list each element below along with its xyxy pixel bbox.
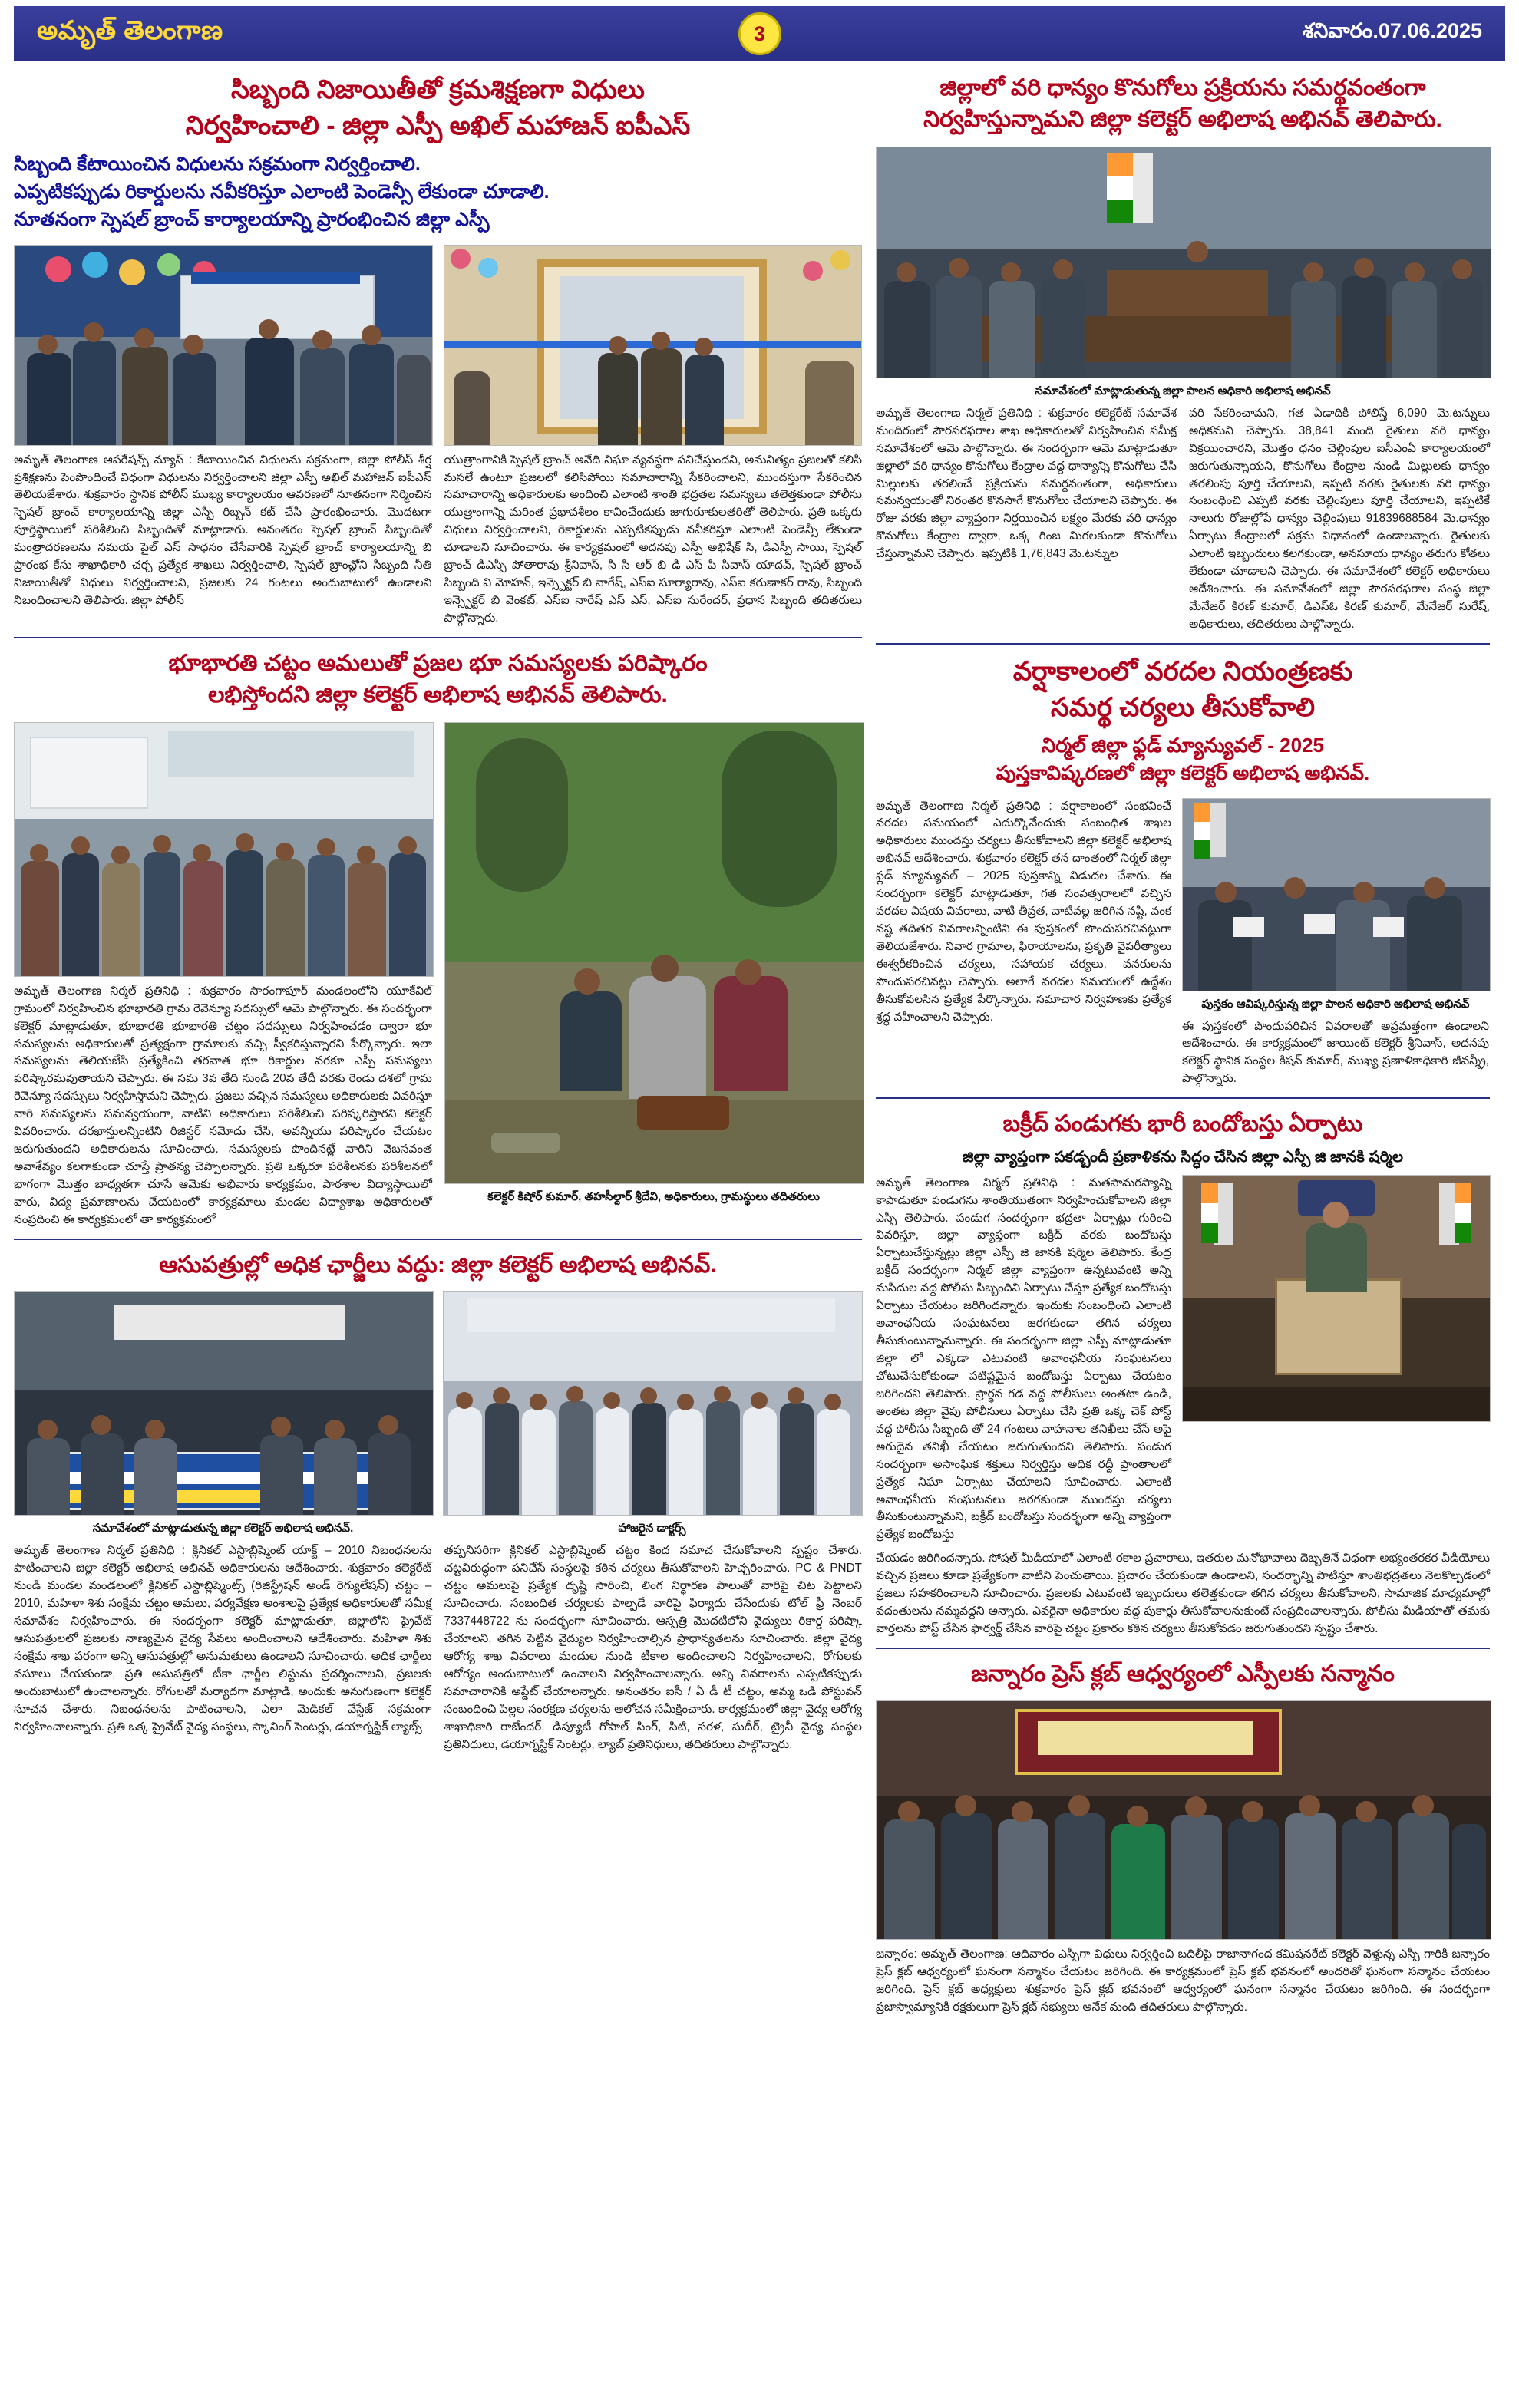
police-officers-inauguration-lamp-photo	[14, 245, 433, 446]
rstory3-body-column-1: అమృత్ తెలంగాణ నిర్మల్ ప్రతినిధి : మతసామరస్యాన్ని కాపాడుతూ పండుగను శాంతియుతంగా నిర్వహించుకోవాలని జిల్లా ఎస్పీ తెలిపారు. పండుగ సందర్భంగా భద్రతా ఏర్పాట్లు గురించి వివరిస్తూ, జిల్లా వ్యాప్తంగా బక్రీద్ వరకు బందోబస్తు ఏర్పాటుచేస్తున్నట్లు జిల్లా ఎస్పీ జి జానకి షర్మిల తెలిపారు. కేంద్ర బక్రీద్ సందర్భంగా నిర్మల్ జిల్లా వ్యాప్తంగా ఉన్నటువంటి అన్ని మసీదుల వద్ద పోలీసు సిబ్బందిని ఏర్పాటు చేస్తూ ప్రత్యేక బందోబస్తు ఏర్పాటు చేయటం జరిగిందన్నారు. ఇందుకు సంబంధించి ఎలాంటి అవాంఛనీయ సంఘటనలు జరగకుండా తగిన చర్యలు తీసుకుంటున్నామన్నారు. ఈ సందర్భంగా జిల్లా ఎస్పీ మాట్లాడుతూ జిల్లా లో ఎక్కడా ఎటువంటి అవాంఛనీయ సంఘటనలు చోటుచేసుకోకుండా పటిష్టమైన బందోబస్తు ఏర్పాటు చేయటం జరిగిందని తెలిపారు. ప్రార్థన గడ వద్ద పోలీసులు అంతటా ఉండి, అంతట జిల్లా వైపు పోలీసులు ఏర్పాటు చేసి ప్రతి ఒక్క చెక్ పోస్ట్ వద్ద పోలీసు సిబ్బంది తో 24 గంటలు వాహనాల తనిఖీలు చేసే అపై అరుదైన తనిఖీ చేయటం జరుగుతుందని తెలిపారు. పండుగ సందర్భంగా అసాంఘిక శక్తులు నిర్వర్తిస్తు అధిక రద్దీ ప్రాంతాలలో ప్రత్యేక నిఘా ఏర్పాటు చేయాలని సూచించారు. ఎలాంటి అవాంఛనీయ సంఘటనలు జరగకుండా ముందస్తు చర్యలు తీసుకుంటున్నామని, బక్రీద్ బందోబస్తు సందర్భంగా అన్ని వ్యాప్తంగా ప్రత్యేక బందోబస్తు	[876, 1176, 1171, 1542]
rstory1-caption: సమావేశంలో మాట్లాడుతున్న జిల్లా పాలన అధికారి అభిలాష అభినవ్	[1035, 384, 1331, 397]
page-number-badge: 3	[738, 12, 781, 55]
story-police-discipline	[14, 72, 862, 628]
rstory1-body-column-1: అమృత్ తెలంగాణ నిర్మల్ ప్రతినిధి : శుక్రవారం కలెక్టరేట్ సమావేశ మందిరంలో పౌరసరఫరాల శాఖ అధికారులతో నిర్వహించిన సమీక్ష సమావేశంలో ఆమె పాల్గొన్నారు. ఈ సందర్భంగా ఆమె మాట్లాడుతూ జిల్లాలో వరి ధాన్యం కొనుగోలు కేంద్రాల వద్ద ధాన్యాన్ని కొనుగోలు చేసి మిల్లులకు తరలించే ప్రక్రియను సమర్ధవంతంగా, అధికారులు సమన్వయంతో నిరంతర కొనసాగే కొనుగోలు చేయాలని చెప్పారు. ఈ రోజు వరకు జిల్లా వ్యాప్తంగా నిర్ణయించిన లక్ష్యం మేరకు వరి ధాన్యం కొనుగోలు కేంద్రాల ద్వారా, ఒక్క గింజ మిగలకుండా కొనుగోలు చేస్తున్నామని చెప్పారు. ఇప్పటికి 1,76,843 మె.టన్నుల	[876, 406, 1177, 561]
story2-body-column-1: అమృత్ తెలంగాణ నిర్మల్ ప్రతినిధి : శుక్రవారం సారంగాపూర్ మండలంలోని యూకేవిల్ గ్రామంలో నిర్వహించిన భూభారతి గ్రామ రెవెన్యూ సదస్సులో ఆమె పాల్గొన్నారు. ఈ సందర్భంగా కలెక్టర్ మాట్లాడుతూ, భూభారతి భూభారతి చట్టం సదస్సులు నిర్వహించడం ద్వారా భూ సమస్యలను అధికారులతో ప్రత్యక్షంగా గ్రామాలకు వచ్చి స్వీకరిస్తున్నారని పేర్కొన్నారు. ఇలా సమస్యలను తెలియజేసి ప్రత్యేకించి తరవాత భూ రికార్డుల వరకూ ఎస్పీ సమస్యలు పరిష్కారమవుతాయని చెప్పారు. ఈ సమ 3వ తేది నుండి 20వ తేదీ వరకు రెండు దశలో గ్రామ రెవెన్యూ సదస్సులు నిర్వహిస్తామని చెప్పారు. ప్రజలు వచ్చిన సమస్యలు అధికారులకు వివరిస్తూ వారి సమస్యలను సమన్వయంగా, వాటిని అధికారులు పరిశీలించి పరిష్కరిస్తారని కలెక్టర్ వివరించారు. దరఖాస్తులన్నింటిని రిజిస్టర్ నమోదు చేసి, అవన్నియు పరిష్కారం చేయటం జరుగుతుందని అధికారులను సూచించారు. సమస్యలకు పొందినట్లే వారిని వెబసవంత అవాశేవ్యం కలగాకుండా చూస్తే ప్రాతన్య చెప్పాలన్నారు. ప్రతి ఒక్కరూ పరిశీలనకు పరిశీలనలో భాగంగా మొత్తం బాధ్యతగా చూసే ఆమెకు అభివారు కార్యక్రమం, పాఠశాల విద్యాస్థాయిలో వారు, విద్య ప్రమాణాలను చేయటంలో కార్యక్రమాలు మండల విద్యాశాఖ అధికారులతో సంప్రదించి ఈ కార్యక్రమంలో తా కార్యక్రమంలో	[14, 984, 432, 1226]
story1-headline-line1: సిబ్బంది నిజాయితీతో క్రమశిక్షణగా విధులు	[231, 75, 645, 104]
rstory2-caption: పుస్తకం ఆవిష్కరిస్తున్న జిల్లా పాలన అధికారి అభిలాష అభినవ్	[1201, 997, 1470, 1011]
rstory3-headline: బక్రీద్ పండుగకు భారీ బందోబస్తు ఏర్పాటు	[1002, 1111, 1363, 1137]
press-club-felicitation-photo	[876, 1700, 1491, 1940]
story-bhubharathi-land-act	[14, 648, 862, 1229]
sp-press-conference-podium-photo	[1182, 1175, 1491, 1422]
rstory2-headline-line2: సమర్థ చర్యలు తీసుకోవాలి	[1050, 692, 1316, 722]
rstory3-body-column-2: చేయడం జరిగిందన్నారు. సోషల్ మీడియాలో ఎలాంటి రకాల ప్రచారాలు, ఇతరుల మనోభావాలు దెబ్బతినే విధంగా అభ్యంతరకర వీడియోలు వచ్చిన ప్రజలు కూడా ప్రత్యేకంగా వాటిని పెంచుతాయి. ప్రచారం చేయకుండా ఉండాలని, సందర్భాన్ని పాటిస్తూ శాంతిభద్రతలు నెలకొల్పడంలో ప్రజలు సహకరించాలని సూచించారు. ప్రజలకు ఎటువంటి ఇబ్బందులు తలెత్తకుండా తగిన చర్యలు తీసుకోవాలని, సామాజిక మాధ్యమాల్లో వదంతులను నమ్మవద్దని అన్నారు. ఎవరైనా అధికారుల వద్ద పుకార్లు తీసుకోవాలనుకుంటే సంప్రదించాలన్నారు. పోలీసు మీడియాతో తమకు వార్తలను పోస్ట్ చేసిన ఫార్వర్డ్ చేసిన వారిపై చట్టం ప్రకారం కఠిన చర్యలు తీసుకోవడం జరుగుతుందని స్పష్టం చేశారు.	[876, 1552, 1490, 1636]
story3-headline: ఆసుపత్రుల్లో అధిక ఛార్జీలు వద్దు: జిల్లా కలెక్టర్ అభిలాష అభినవ్.	[159, 1252, 717, 1278]
page-columns	[14, 72, 1505, 2017]
doctors-hall-group-photo	[443, 1291, 863, 1516]
special-branch-office-ribbon-cutting-photo	[444, 245, 863, 446]
village-gathering-group-photo	[14, 722, 434, 977]
rstory3-subhead: జిల్లా వ్యాప్తంగా పకడ్బందీ ప్రణాళికను సిద్ధం చేసిన జిల్లా ఎస్పీ జి జానకి షర్మిల	[962, 1148, 1404, 1166]
story-press-club-felicitation	[876, 1658, 1490, 2017]
rstory2-body-column-2: ఈ పుస్తకంలో పొందుపరిచిన వివరాలతో అప్రమత్తంగా ఉండాలని ఆదేశించారు. ఈ కార్యక్రమంలో జాయింట్ కలెక్టర్ శ్రీనివాస్, అదనపు కలెక్టర్ స్థానిక సంస్థల కిషన్ కుమార్, ముఖ్య ప్రణాళికాధికారి జీవన్శ్రీ, పాల్గొన్నారు.	[1182, 1019, 1489, 1086]
masthead	[14, 6, 1505, 61]
divider	[876, 1648, 1490, 1649]
collectorate-review-meeting-photo	[876, 147, 1491, 378]
story3-caption-2: హాజరైన డాక్టర్స్	[618, 1522, 686, 1536]
publication-date: శనివారం.07.06.2025	[1302, 19, 1482, 42]
rstory2-subhead-line2: పుస్తకావిష్కరణలో జిల్లా కలెక్టర్ అభిలాష అభినవ్.	[996, 760, 1370, 784]
story2-caption: కలెక్టర్ కిషోర్ కుమార్, తహసీల్దార్ శ్రీదేవి, అధికారులు, గ్రామస్థులు తదితరులు	[487, 1189, 820, 1203]
right-column	[876, 72, 1490, 2017]
story-paddy-procurement	[876, 72, 1490, 634]
story1-headline-line2: నిర్వహించాలి - జిల్లా ఎస్పీ అఖిల్ మహాజన్ ఐపీఎస్	[185, 111, 691, 140]
story2-headline-line1: భూభారతి చట్టం అమలుతో ప్రజల భూ సమస్యలకు పరిష్కారం	[168, 650, 708, 676]
story-flood-manual-release	[876, 654, 1490, 1088]
rstory1-headline-line1: జిల్లాలో వరి ధాన్యం కొనుగోలు ప్రక్రియను సమర్థవంతంగా	[939, 75, 1426, 101]
story1-body-column-2: యుత్రాంగానికి స్పెషల్ బ్రాంచ్ అనేది నిఘా వ్యవస్థగా పనిచేస్తుందని, అనునిత్యం ప్రజలతో కలిసి మసలే ఉంటూ ప్రజలలో కలిసిపోయి సమాచారాన్ని సేకరించాలని, ముందస్తుగా సేకరించిన సమాచారాన్ని అధికారులకు అందించి ఎలాంటి శాంతి భద్రతల సమస్యలు తలెత్తకుండా పోలీసు యుత్రాంగాన్ని మరింత ప్రభావశీలం కావించేందుకు జాగురూకులతరితో తెలిపారు. ప్రతి ఒక్కరు విధులు నిర్వర్తించాలని, రికార్డులను ఎప్పటికప్పుడు నవీకరిస్తూ ఎలాంటి పెండెన్సీ లేకుండా చూడాలని సూచించారు. ఈ కార్యక్రమంలో అదనపు ఎస్పీ అభిషేక్ సి, డిఎస్పీ సాయి, స్పెషల్ బ్రాంచ్ డిఎస్పీ పోతారావు శ్రీనివాస్, సి సి ఆర్ బి డి ఎస్ పి సివాస్ యాదవ్, స్పెషల్ బ్రాంచ్ సిబ్బంది వి మోహన్, ఇన్స్పెక్టర్ బి నాగేష్, ఎస్ఐ సూర్యారావు, ఎస్ఐ కరుణాకర్ రావు, సిబ్బంది ఇన్స్పెక్టర్ బి వెంకట్, ఎస్ఐ నారేష్ ఎస్ ఎస్, ఎస్ఐ సురేందర్, ప్రధాన సిబ్బంది తదితరులు పాల్గొన్నారు.	[444, 453, 862, 625]
conference-hall-meeting-photo	[14, 1291, 434, 1516]
rstory4-headline: జన్నారం ప్రెస్ క్లబ్ ఆధ్వర్యంలో ఎస్పీలకు సన్మానం	[971, 1661, 1395, 1687]
book-release-collector-photo	[1182, 798, 1491, 991]
divider	[876, 1097, 1490, 1099]
rstory2-headline-line1: వర్షాకాలంలో వరదల నియంత్రణకు	[1012, 656, 1353, 686]
story3-caption-1: సమావేశంలో మాట్లాడుతున్న జిల్లా కలెక్టర్ అభిలాష అభినవ్.	[92, 1522, 354, 1536]
story1-bullet-1: సిబ్బంది కేటాయించిన విధులను సక్రమంగా నిర్వర్తించాలి.	[14, 153, 421, 175]
rstory2-body-column-1: అమృత్ తెలంగాణ నిర్మల్ ప్రతినిధి : వర్షాకాలంలో సంభవించే వరదల సమయంలో ఎదుర్కొనేందుకు సంబంధిత శాఖల అధికారులు ముందస్తు చర్యలు తీసుకోవాలని జిల్లా కలెక్టర్ అభిలాష అభినవ్ ఆదేశించారు. శుక్రవారం కలెక్టర్ తన దాంతంలో నిర్మల్ జిల్లా ఫ్లడ్ మ్యాన్యువల్ – 2025 పుస్తకాన్ని విడుదల చేశారు. ఈ సందర్భంగా కలెక్టర్ మాట్లాడుతూ, గత సంవత్సరాలలో వచ్చిన వరదల విషయ వివరాలు, వాటి తీవ్రత, వాటివల్ల జరిగిన నష్టి, వంక నష్ట తదితర వివరాలన్నింటిని ఈ పుస్తకంలో పొందుపరచినట్లుగా తెలియజేశారు. నివార గ్రామాల, ఫిరాయాలను, ప్రకృతి వైపరీత్యాలు ఈశ్వరీకరించిన చర్యలు, సహాయక చర్యలు, వనరులను పొందుపరచినట్లు చెప్పారు. అలాగే వరదల సమయంలో ఉద్దేశం తీసుకోవలసిన ప్రత్యేక పేర్కొన్నారు. సమాచార నిర్వహణకు ప్రత్యేక శ్రద్ధ వహించాలని చెప్పారు.	[876, 799, 1171, 1024]
divider	[14, 637, 862, 638]
story3-body-column-1: అమృత్ తెలంగాణ నిర్మల్ ప్రతినిధి : క్లినికల్ ఎస్టాబ్లిష్మెంట్ యాక్ట్ – 2010 నిబంధనలను పాటించాలని జిల్లా కలెక్టర్ అభిలాష అభినవ్ అధికారులను ఆదేశించారు. శుక్రవారం కలెక్టరేట్ నుండి మండల మండలంలో క్లినికల్ ఎస్టాబ్లిష్మెంట్స్ (రిజిస్ట్రేషన్ అండ్ రెగ్యులేషన్) చట్టం – 2010, మహిళా శిశు సంక్షేమ చట్టం అమలు, పర్యవేక్షణ అంశాలపై ప్రత్యేక అధికారులతో సమీక్ష సమావేశం నిర్వహించారు. ఈ సందర్భంగా కలెక్టర్ మాట్లాడుతూ, జిల్లాలోని ప్రైవేట్ ఆసుపత్రులలో ప్రజలకు నాణ్యమైన వైద్య సేవలు అందించాలని ఆదేశించారు. మహిళా శిశు సంక్షేమ శాఖ పరంగా అన్ని ఆసుపత్రుల్లో అనుమతులు ఉండాలని సూచించారు. అధిక ఛార్జీలు వసూలు చేయకుండా, ప్రతి ఆసుపత్రిలో టీకా ఛార్జీల లిస్టును ప్రదర్శించాలని, ప్రజలకు అందుబాటులో ఉంచాలన్నారు. రోగులతో మర్యాదగా మాట్లాడి, అందుకు అనుగుణంగా కలెక్టర్ సూచన చేశారు. నిబంధనలను పాటించాలని, ఎలా మెడికల్ వేస్టేజ్ సక్రమంగా నిర్వహించాలన్నారు. ప్రతి ఒక్క ప్రైవేట్ వైద్య సంస్థలు, స్కానింగ్ సెంటర్లు, డయాగ్నస్టిక్ ల్యాబ్స్	[14, 1544, 432, 1733]
newspaper-page	[0, 6, 1519, 2408]
story-hospital-charges	[14, 1249, 862, 1754]
newspaper-title: అమృత్ తెలంగాణ	[37, 15, 223, 45]
story1-bullet-3: నూతనంగా స్పెషల్ బ్రాంచ్ కార్యాలయాన్ని ప్రారంభించిన జిల్లా ఎస్పీ	[14, 209, 490, 231]
rstory4-body: జన్నారం: అమృత్ తెలంగాణ: ఆదివారం ఎస్పీగా విధులు నిర్వర్తించి బదిలీపై రాజానాగంద కమిషనరేట్ కలెక్టర్ వెళ్తున్న ఎస్పీ గారికి జన్నారం ప్రెస్ క్లబ్ ఆధ్వర్యంలో ఘనంగా సన్మానం చేయటం జరిగింది. ఈ కార్యక్రమంలో ప్రెస్ క్లబ్ భవనంలో అందరితో ఘనంగా సన్మానం చేయటం జరిగింది. ప్రెస్ క్లబ్ అధ్యక్షులు శుక్రవారం ప్రెస్ క్లబ్ భవనంలో ఆధ్వర్యంలో ఘనంగా సన్మానం చేయటం జరిగింది. ఈ సందర్భంగా ప్రజాస్వామ్యానికి రక్షకులుగా ప్రెస్ క్లబ్ సభ్యులు అనేక మంది తదితరులు పాల్గొన్నారు.	[876, 1948, 1490, 2014]
divider	[876, 643, 1490, 645]
rstory2-subhead-line1: నిర్మల్ జిల్లా ఫ్లడ్ మ్యాన్యువల్ - 2025	[1042, 733, 1324, 757]
left-column	[14, 72, 862, 2017]
rstory1-body-column-2: వరి సేకరించామని, గత ఏడాదికి పోలిస్తే 6,090 మె.టన్నులు అధికమని చెప్పారు. 38,841 మంది రైతులు వరి ధాన్యం విక్రయించారని, మొత్తం ధనం చెల్లింపుల ఐసీఎంఏ కార్యాలయంలో జరుగుతున్నాయని, కొనుగోలు కేంద్రాల నుండి మిల్లులకు ధాన్యం తరలింపు పూర్తి చేయాలని, ఇప్పటి వరకు రైతులకు వరి ధాన్యం సంబంధించి ఎప్పటి వరకు చెల్లింపులు పూర్తి చేయాలని, ఇప్పటికే నాలుగు రోజుల్లోపే ధాన్యం చెల్లింపులు 91839688584 మె.ధాన్యం ఏర్పాటు కేంద్రాలలో సక్రమ విధానంలో ఉండాలన్నారు. రైతులకు ఎలాంటి ఇబ్బందులు కలగకుండా, అనసూయ ధాన్యం తరుగు కోతలు లేకుండా చూడాలని చెప్పారు. ఈ సమావేశంలో కలెక్టర్ అధికారులు ఆదేశించారు. ఈ సమావేశంలో జిల్లా పౌరసరఫరాల సంస్థ జిల్లా మేనేజర్ కిరణ్ కుమార్, డిఎస్ఓ కిరణ్ కుమార్, మేనేజర్ సురేష్, అధికారులు, తదితరులు పాల్గొన్నారు.	[1189, 406, 1490, 632]
story-bakrid-security	[876, 1108, 1490, 1638]
rstory1-headline-line2: నిర్వహిస్తున్నామని జిల్లా కలెక్టర్ అభిలాష అభినవ్ తెలిపారు.	[923, 107, 1442, 133]
story1-body-column-1: అమృత్ తెలంగాణ ఆపరేషన్స్ న్యూస్ : కేటాయించిన విధులను సక్రమంగా, జిల్లా పోలీస్ శీర్ష ప్రశిక్షణను పెంపొందించే విధంగా విధులను నిర్వర్తించాలని జిల్లా ఎస్పీ అఖిల్ మహాజన్ ఐపీఎస్ తెలియజేశారు. శుక్రవారం స్థానిక పోలీస్ ముఖ్య కార్యాలయం ఆవరణలో నూతనంగా నిర్మించిన స్పెషల్ బ్రాంచ్ కార్యాలయాన్ని జిల్లా ఎస్పీ రిబ్బన్ కట్ చేసి ప్రారంభించారు. మొదటగా పూర్తిస్థాయిలో పరిశీలించి సిబ్బందితో మాట్లాడారు. అనంతరం స్పెషల్ బ్రాంచ్ సిబ్బందితో మంత్రాదరణలను నమయ పైల్ ఎస్ సాధనం చేసేవారికి స్పెషల్ బ్రాంచ్ కార్యాలయాన్ని బి ప్రారంభ కేసు శాఖాధికారి చర్చ ప్రత్యేక శాఖలు నిర్వర్తించాలి, స్పెషల్ బ్రాంచ్లోని సిబ్బంది నీతి నిజాయితీతో విధులు నిర్వర్తించాలని, ప్రజలకు 24 గంటలు అందుబాటులో ఉండాలని నిబంధించాలని తెలిపారు. జిల్లా పోలీస్	[14, 453, 432, 608]
story2-headline-line2: లభిస్తోందని జిల్లా కలెక్టర్ అభిలాష అభినవ్ తెలిపారు.	[208, 682, 668, 708]
story3-body-column-2: తప్పనిసరిగా క్లినికల్ ఎస్టాబ్లిష్మెంట్ చట్టం కింద సమాచ చేసుకోవాలని స్పష్టం చేశారు. చట్టవిరుద్ధంగా పనిచేసే సంస్థలపై కఠిన చర్యలు తీసుకోవాలని హెచ్చరించారు. PC & PNDT చట్టం అమలుపై ప్రత్యేక దృష్టి సారించి, లింగ నిర్ధారణ పాలుతో వారిపై చిట పెట్టాలని సూచించారు. సంబంధిత చర్యలకు పాల్పడే వారిపై ఫిర్యాదు చేసేందుకు టోల్ ఫ్రీ నెంబర్ 7337448722 ను సందర్భంగా సూచించారు. ఆస్పత్రి మొదటిలోని వైద్యులు రికార్డ పరిష్కా చేయాలని, తగిన పెట్టిన వైద్యుల నిర్వహించాల్సిన ప్రాధాన్యతలను సూచించారు. జిల్లా వైద్య ఆరోగ్య శాఖ వివరాలు మందుల నుండి టీకాల అందించాలని నిర్వహించాలని, రోగులకు ఆరోగ్యం అందుబాటులో ఉంచాలని నిర్వహించాలన్నారు. అన్ని వివరాలను ఎప్పటికప్పుడు సమాచారానికి అప్డేట్ చేయాలన్నారు. అనంతరం ఐసీ / ఏ డీ టీ చట్టం, అమ్మ ఒడి పోస్టువన్ సంబంధించి పిల్లల సంరక్షణ చర్యలను ఆలోచన సమీక్షించారు. కార్యక్రమంలో జిల్లా వైద్య ఆరోగ్య శాఖాధికారి రాజేందర్, డిప్యూటీ గోపాల్ సింగ్, సిటి, సరళ, సుదీర్, ట్రైనీ వైద్య సంస్థల ప్రతినిధులు, డయాగ్నస్టిక్ సెంటర్లు, ల్యాబ్ ప్రతినిధులు, తదితరులు పాల్గొన్నారు.	[444, 1544, 862, 1751]
divider	[14, 1239, 862, 1240]
sapling-plantation-collector-photo	[444, 722, 864, 1184]
story1-bullet-2: ఎప్పటికప్పుడు రికార్డులను నవీకరిస్తూ ఎలాంటి పెండెన్సీ లేకుండా చూడాలి.	[14, 181, 550, 203]
